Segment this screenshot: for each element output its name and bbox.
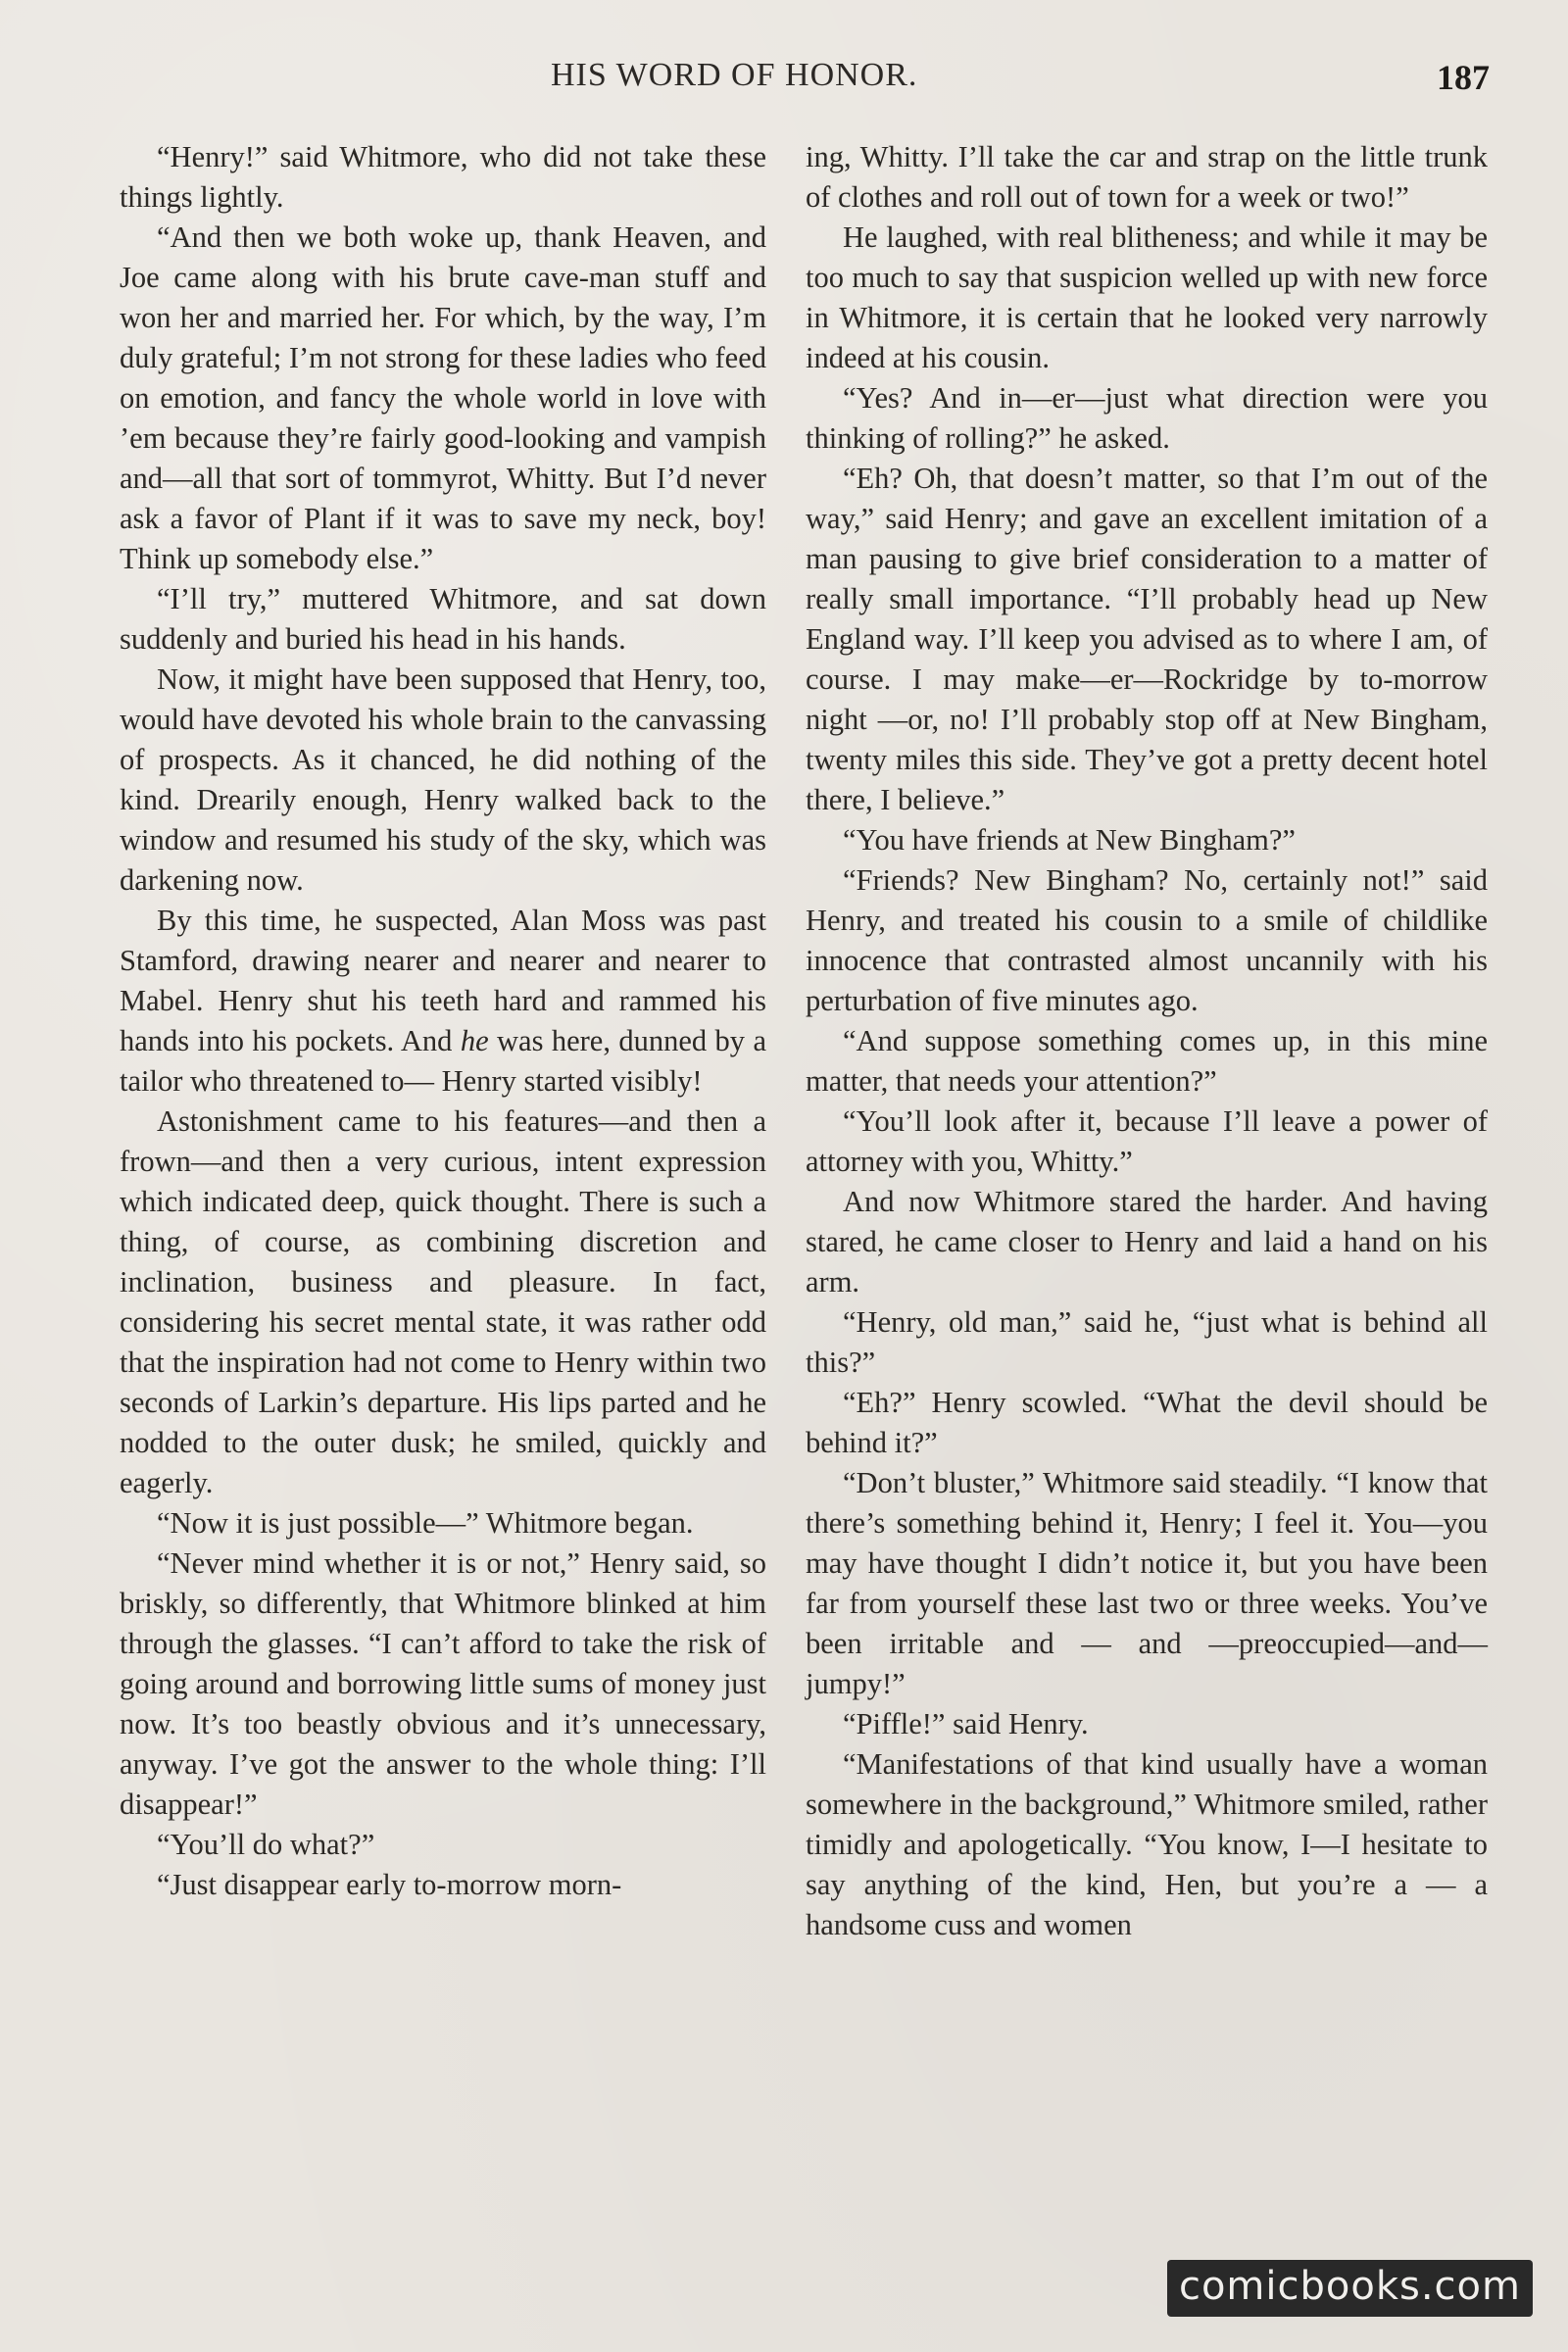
site-watermark: comicbooks.com bbox=[1167, 2260, 1533, 2317]
paragraph: “Never mind whether it is or not,” Henry said, so briskly, so differently, that Whitmore blinked at him through the glasses. “I can’t afford to take the risk of going around and borrowing little sums of money just now. It’s too beastly obvious and it’s unnecessary, anyway. I’ve got the answer to the whole thing: I’ll disappear!” bbox=[120, 1546, 766, 1821]
paragraph: “I’ll try,” muttered Whitmore, and sat down suddenly and buried his head in his hands. bbox=[120, 582, 766, 656]
paragraph: Astonishment came to his features—and then a frown—and then a very curious, intent expression which indicated deep, quick thought. There is such a thing, of course, as combining discretion and inclination, business and pleasure. In fact, considering his secret mental state, it was rather odd that the inspiration had not come to Henry within two seconds of Larkin’s departure. His lips parted and he nodded to the outer dusk; he smiled, quickly and eagerly. bbox=[120, 1104, 766, 1499]
paragraph-continuation: ing, Whitty. I’ll take the car and strap on the little trunk of clothes and roll out of town for a week or two!” bbox=[806, 140, 1488, 214]
paragraph: “Piffle!” said Henry. bbox=[843, 1707, 1089, 1740]
paragraph: “Don’t bluster,” Whitmore said steadily. “I know that there’s something behind it, Henry; I feel it. You—you may have thought I didn’t notice it, but you have been far from yourself these last two or three weeks. You’ve been irritable and — and —preoccupied—and—jumpy!” bbox=[806, 1466, 1488, 1700]
running-head: HIS WORD OF HONOR. bbox=[551, 57, 918, 93]
paragraph: “You’ll look after it, because I’ll leave a power of attorney with you, Whitty.” bbox=[806, 1104, 1488, 1178]
paragraph-text: was here, dunned by a tailor who threatened to— Henry started visibly! bbox=[120, 1024, 766, 1098]
paragraph-text: By this time, he suspected, Alan Moss was past Stamford, drawing nearer and nearer and nearer to Mabel. Henry shut his teeth hard and rammed his hands into his pockets. And bbox=[120, 904, 766, 1057]
paragraph: “Henry, old man,” said he, “just what is behind all this?” bbox=[806, 1305, 1488, 1379]
paragraph: And now Whitmore stared the harder. And having stared, he came closer to Henry and laid a hand on his arm. bbox=[806, 1185, 1488, 1298]
page-header bbox=[118, 57, 1490, 106]
right-column bbox=[806, 137, 1488, 1945]
paragraph: “Manifestations of that kind usually have a woman somewhere in the background,” Whitmore smiled, rather timidly and apologetically. “You know, I—I hesitate to say anything of the kind, Hen, but you’re a — a handsome cuss and women bbox=[806, 1747, 1488, 1941]
paragraph: He laughed, with real blitheness; and while it may be too much to say that suspicion welled up with new force in Whitmore, it is certain that he looked very narrowly indeed at his cousin. bbox=[806, 220, 1488, 374]
paragraph: “You’ll do what?” bbox=[157, 1828, 375, 1861]
page-number: 187 bbox=[1437, 58, 1490, 97]
paragraph: “Eh? Oh, that doesn’t matter, so that I’m out of the way,” said Henry; and gave an excellent imitation of a man pausing to give brief consideration to a matter of really small importance. “I’ll probably head up New England way. I’ll keep you advised as to where I am, of course. I may make—er—Rockridge by to-morrow night —or, no! I’ll probably stop off at New Bingham, twenty miles this side. They’ve got a pretty decent hotel there, I believe.” bbox=[806, 462, 1488, 816]
paragraph: “Just disappear early to-morrow morn- bbox=[157, 1868, 622, 1901]
left-column bbox=[120, 137, 766, 1905]
paragraph: “Friends? New Bingham? No, certainly not!” said Henry, and treated his cousin to a smile of childlike innocence that contrasted almost uncannily with his perturbation of five minutes ago. bbox=[806, 863, 1488, 1017]
paragraph: “Henry!” said Whitmore, who did not take these things lightly. bbox=[120, 140, 766, 214]
paragraph: “You have friends at New Bingham?” bbox=[843, 823, 1296, 857]
paragraph: “Now it is just possible—” Whitmore began. bbox=[157, 1506, 694, 1540]
paragraph: “Eh?” Henry scowled. “What the devil should be behind it?” bbox=[806, 1386, 1488, 1459]
paragraph: Now, it might have been supposed that Henry, too, would have devoted his whole brain to the canvassing of prospects. As it chanced, he did nothing of the kind. Drearily enough, Henry walked back to the window and resumed his study of the sky, which was darkening now. bbox=[120, 662, 766, 897]
emphasis-text: he bbox=[460, 1024, 489, 1057]
paragraph: “And suppose something comes up, in this mine matter, that needs your attention?” bbox=[806, 1024, 1488, 1098]
paragraph bbox=[120, 901, 766, 1102]
paragraph: “Yes? And in—er—just what direction were you thinking of rolling?” he asked. bbox=[806, 381, 1488, 455]
paragraph: “And then we both woke up, thank Heaven, and Joe came along with his brute cave-man stuff and won her and married her. For which, by the way, I’m duly grateful; I’m not strong for these ladies who feed on emotion, and fancy the whole world in love with ’em because they’re fairly good-looking and vampish and—all that sort of tommyrot, Whitty. But I’d never ask a favor of Plant if it was to save my neck, boy! Think up somebody else.” bbox=[120, 220, 766, 575]
